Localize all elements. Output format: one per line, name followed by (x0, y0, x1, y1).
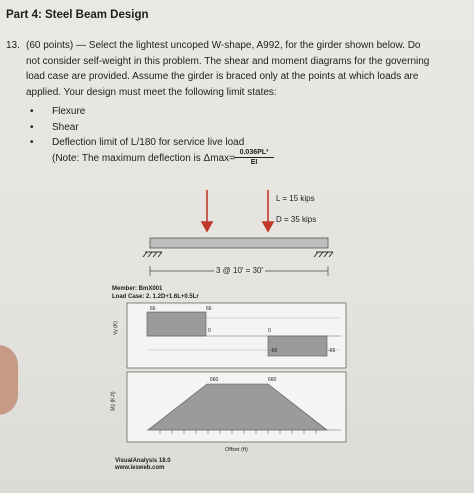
shear-diagram (127, 303, 346, 368)
shear-value: -66 (270, 348, 278, 354)
question-text: 13. (60 points) — Select the lightest uncoped W-shape, A992, for the girder shown below. Do not consider self-weight in this problem. The shear and moment diagrams for the governing load case are provided. Assume the girder is braced only at the points at which loads are applied. Your design must meet the following limit states: (6, 40, 430, 98)
software-name: VisualAnalysis 18.0 (115, 458, 171, 464)
software-url: www.iesweb.com (115, 465, 165, 471)
dead-load-label: D = 35 kips (276, 215, 317, 224)
span-label: 3 @ 10' = 30' (216, 266, 263, 275)
list-item: • Flexure (30, 106, 86, 117)
load-case-label: Load Case: 2. 1.2D+1.6L+0.5Lr (112, 294, 199, 300)
live-load-label: L = 15 kips (276, 194, 315, 203)
deflection-note: (Note: The maximum deflection is Δmax= (52, 153, 235, 164)
shear-value: 0 (268, 328, 271, 334)
shear-value: 66 (206, 306, 212, 312)
question-number: 13. (6, 40, 20, 51)
beam (150, 238, 328, 248)
list-item: • Shear (30, 121, 79, 133)
shear-block-positive (147, 312, 206, 336)
shear-value: -66 (328, 348, 336, 354)
moment-value: 660 (210, 377, 219, 383)
moment-axis-label: Mz (K-ft) (110, 391, 117, 411)
shear-value: 0 (208, 328, 211, 334)
part-title: Part 4: Steel Beam Design (6, 9, 149, 21)
supports (143, 252, 333, 257)
offset-label: Offset (ft) (225, 447, 248, 453)
member-label: Member: BmX001 (112, 286, 163, 292)
shear-value: 66 (150, 306, 156, 312)
point-load-arrows (202, 190, 273, 231)
moment-value: 660 (268, 377, 277, 383)
list-item: • Deflection limit of L/180 for service live load (30, 137, 245, 148)
shear-axis-label: Vy (K) (112, 321, 119, 335)
deflection-formula: 0.036PL³ EI (234, 149, 274, 166)
moment-diagram (127, 372, 346, 442)
